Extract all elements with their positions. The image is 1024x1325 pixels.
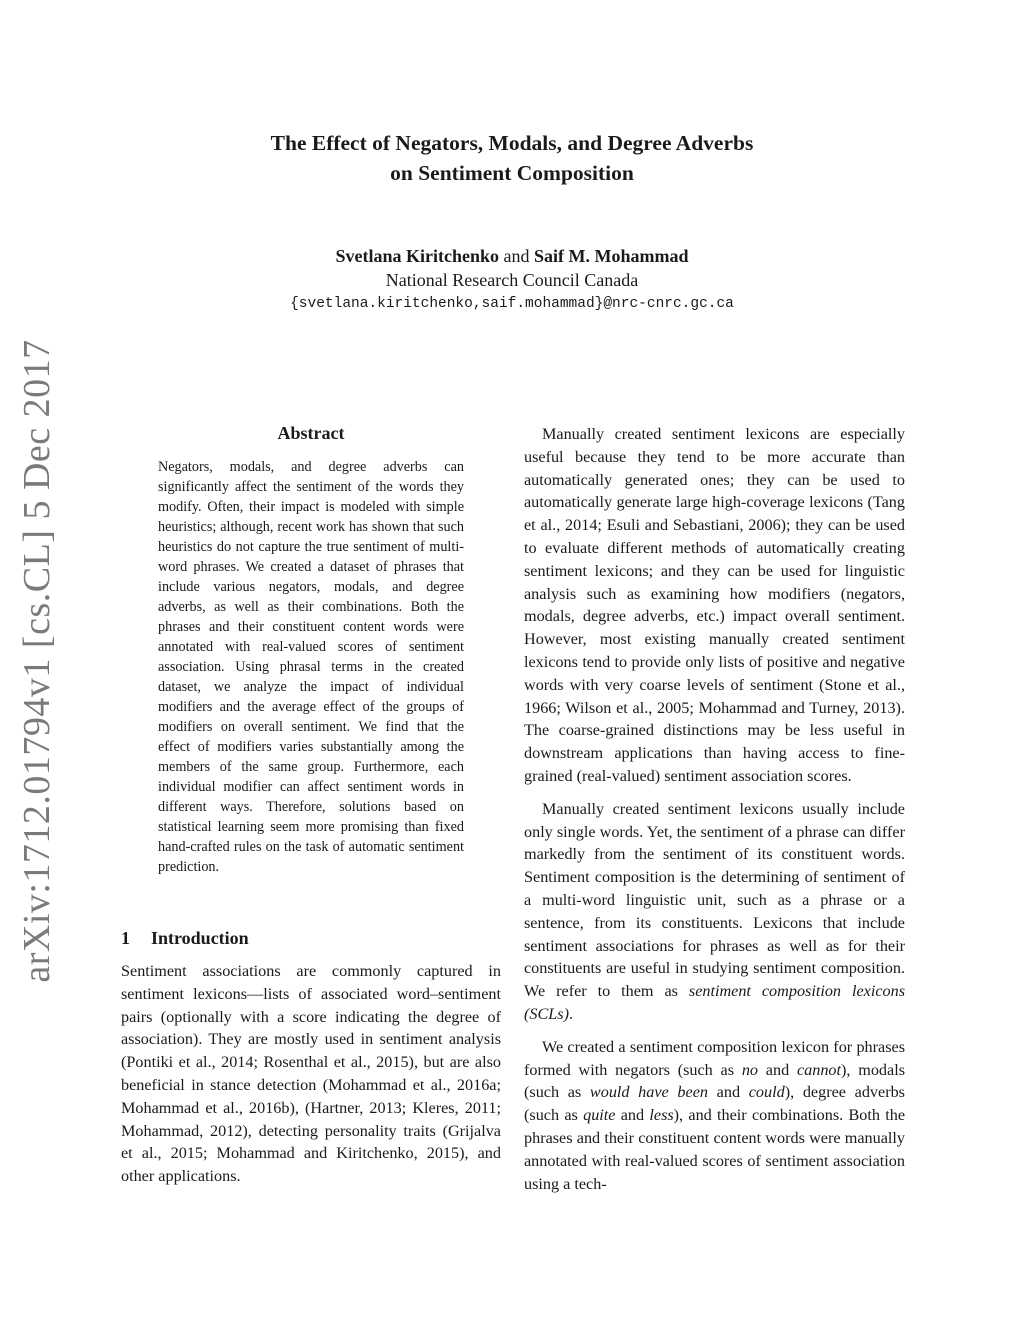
paragraph-text: Manually created sentiment lexicons usually include only single words. Yet, the sentiment of a phrase can differ markedly from the sentiment of its constituent words. Sentiment composition is the determining of sentiment of a multi-word linguistic unit, such as a phrase or a sentence, from its constituents. Lexicons that include sentiment associations for phrases as well as for their constituents are useful in studying sentiment composition. We refer to them as — [524, 799, 905, 1001]
author-email: {svetlana.kiritchenko,saif.mohammad}@nrc-cnrc.gc.ca — [290, 296, 734, 312]
right-paragraph-3 — [524, 1036, 905, 1196]
arxiv-identifier: arXiv:1712.01794v1 [cs.CL] 5 Dec 2017 — [16, 339, 58, 983]
emphasis-text: cannot — [796, 1060, 842, 1079]
author-1: Svetlana Kiritchenko — [335, 246, 499, 266]
author-block — [200, 244, 824, 316]
author-line — [200, 244, 824, 268]
arxiv-sidebar — [12, 339, 62, 983]
paragraph-text: ), degree adverbs (such as — [524, 1083, 905, 1125]
right-column — [524, 423, 905, 1205]
paragraph-text: and — [758, 1060, 797, 1079]
affiliation: National Research Council Canada — [385, 270, 639, 290]
paragraph-text: ), and their combinations. Both the phrases and their constituent content words were manually annotated with real-valued scores of sentiment association using a tech- — [524, 1106, 906, 1193]
paper-title — [180, 128, 844, 188]
paragraph-text: and — [615, 1106, 650, 1125]
paragraph-text: We created a sentiment composition lexicon for phrases formed with negators (such as — [524, 1037, 905, 1079]
intro-paragraph-1: Sentiment associations are commonly captured in sentiment lexicons—lists of associated word–sentiment pairs (optionally with a score indicating the degree of association). They are mostly used in sentiment analysis (Pontiki et al., 2014; Rosenthal et al., 2015), but are also beneficial in stance detection (Mohammad et al., 2016a; Mohammad et al., 2016b), (Hartner, 2013; Kleres, 2011; Mohammad, 2012), detecting personality traits (Grijalva et al., 2015; Mohammad and Kiritchenko, 2015), and other applications. — [121, 962, 501, 1186]
abstract-heading: Abstract — [277, 423, 345, 443]
paragraph-text: ), modals (such as — [524, 1060, 905, 1102]
emphasis-text: quite — [583, 1106, 616, 1125]
paragraph-text: and — [707, 1083, 749, 1102]
paragraph-text: . — [568, 1004, 574, 1023]
section-title: Introduction — [151, 928, 249, 948]
section-number: 1 — [121, 928, 130, 948]
section-heading-introduction — [121, 927, 501, 949]
emphasis-text: less — [649, 1106, 674, 1125]
emphasis-text: would have been — [589, 1083, 708, 1102]
right-paragraph-1: Manually created sentiment lexicons are especially useful because they tend to be more accurate than automatically generated ones; they can be used to automatically generate large high-coverage lexicons (Tang et al., 2014; Esuli and Sebastiani, 2006); they can be used to evaluate different methods of automatically creating sentiment lexicons; and they can be used for linguistic analysis such as examining how modifiers (negators, modals, degree adverbs, etc.) impact overall sentiment. However, most existing manually created sentiment lexicons tend to provide only lists of positive and negative words with very coarse levels of sentiment (Stone et al., 1966; Wilson et al., 2005; Mohammad and Turney, 2013). The coarse-grained distinctions may be less useful in downstream applications than having access to fine-grained (real-valued) sentiment association scores. — [524, 425, 905, 785]
emphasis-text: sentiment composition lexicons (SCLs) — [524, 982, 905, 1023]
title-line-1: The Effect of Negators, Modals, and Degree Adverbs — [270, 131, 754, 155]
author-separator: and — [499, 246, 534, 266]
emphasis-text: could — [748, 1083, 785, 1102]
left-column — [121, 960, 501, 1198]
title-line-2: on Sentiment Composition — [390, 161, 634, 185]
author-2: Saif M. Mohammad — [534, 246, 689, 266]
right-paragraph-2 — [524, 798, 905, 1026]
emphasis-text: no — [741, 1060, 759, 1079]
abstract-text: Negators, modals, and degree adverbs can significantly affect the sentiment of the words they modify. Often, their impact is modeled with simple heuristics; although, recent work has shown that such heuristics do not capture the true sentiment of multi-word phrases. We created a dataset of phrases that include various negators, modals, and degree adverbs, as well as their combinations. Both the phrases and their constituent content words were annotated with real-valued scores of sentiment association. Using phrasal terms in the created dataset, we analyze the impact of individual modifiers and the average effect of the groups of modifiers on overall sentiment. We find that the effect of modifiers varies substantially among the members of the same group. Furthermore, each individual modifier can affect sentiment words in different ways. Therefore, solutions based on statistical learning seem more promising than fixed hand-crafted rules on the task of automatic sentiment prediction. — [158, 459, 464, 875]
